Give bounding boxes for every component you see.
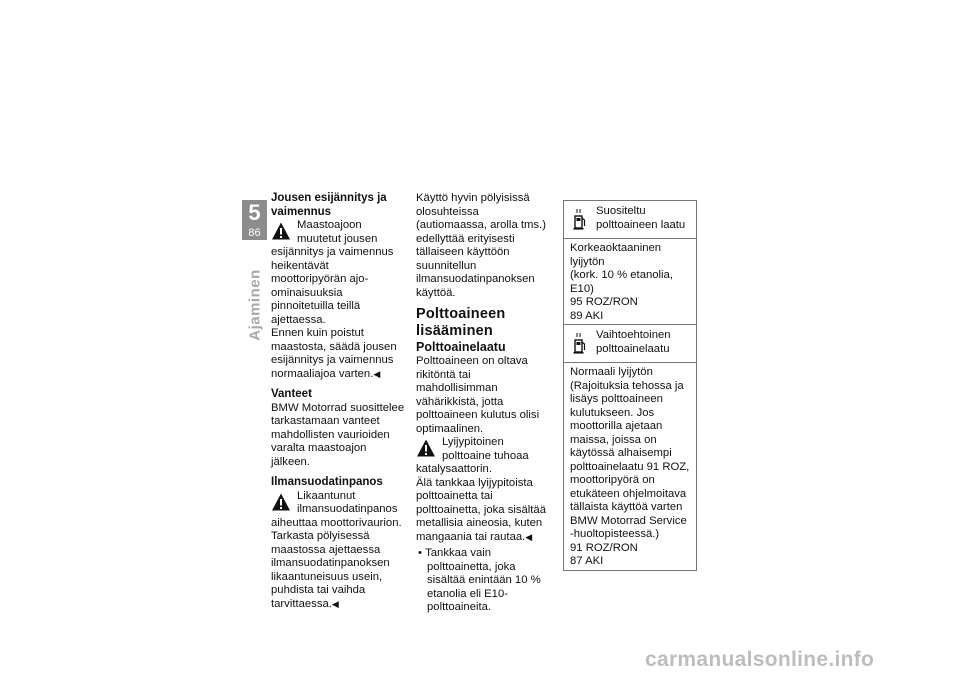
recommended-fuel-ethanol: (kork. 10 % etanolia, E10) [570,269,673,295]
alternative-fuel-body [564,363,696,570]
filter-warning-text: Likaantunut ilmansuodatinpanos aiheuttaa moottorivaurion. [271,489,402,529]
chapter-title-text: Ajaminen [246,269,264,341]
warning-icon [271,492,291,512]
wheels-text: BMW Motorrad suosittelee tarkastamaan vanteet mahdollisten vaurioiden varalta maastoajon jälkeen. [271,401,405,468]
wheels-heading: Vanteet [271,388,312,400]
lead-warning [416,436,550,477]
recommended-fuel-box [563,200,697,325]
recommended-fuel-label: Suositeltu polttoaineen laatu [596,205,686,231]
recommended-fuel-aki: 89 AKI [570,309,604,322]
spring-heading: Jousen esijännitys ja vaimennus [271,192,387,218]
quality-text: Polttoaineen on oltava rikitöntä tai mahdollisimman vähärikkistä, jotta polttoaineen kulutus olisi optimaalinen. [416,355,540,435]
filter-text: Tarkasta pölyisessä maastossa ajettaessa ilmansuodatinpanoksen likaantuneisuus usein, puhdista tai vaihda tarvittaessa.◀ [271,530,390,610]
warning-icon [416,438,436,458]
end-marker: ◀ [525,531,533,542]
refuel-heading: Polttoaineen lisääminen [416,306,506,339]
recommended-fuel-header [564,201,696,239]
bullet-item: • Tankkaa vain polttoainetta, joka sisältää enintään 10 % etanolia eli E10-polttoaineita. [418,547,541,613]
fuel-pump-icon [572,331,586,355]
spring-warning-text: Maastoajoon muutetut jousen esijännitys ja vaimennus heikentävät moottoripyörän ajo-ominaisuuksia pinnoitetuilla teillä ajettaessa. [271,219,394,326]
end-marker: ◀ [373,368,381,379]
fuel-pump-icon [572,207,586,231]
alternative-fuel-aki: 87 AKI [570,555,604,567]
filter-heading: Ilmansuodatinpanos [271,476,383,488]
column-3 [563,200,697,571]
alternative-fuel-description: Normaali lyijytön (Rajoituksia tehossa ja lisäys polttoaineen kulutukseen. Jos moottorilla ajetaan maissa, joissa on käytössä alhaisempi polttoainelaatu 91 ROZ, moottoripyörä on etukäteen ohjelmoitava tällaista käyttöä varten BMW Motorrad Service -huoltopisteessä.) [570,366,690,540]
bullet-symbol: • [418,547,422,559]
lead-text: Älä tankkaa lyijypitoista polttoainetta tai polttoainetta, joka sisältää metallisia aineosia, kuten mangaania tai rautaa.◀ [416,476,546,543]
chapter-number: 5 [248,200,261,225]
page-number: 86 [248,227,261,239]
alternative-fuel-label: Vaihtoehtoinen polttoainelaatu [596,329,671,355]
column-1 [271,192,406,611]
lead-warning-text: Lyijypitoinen polttoaine tuhoaa katalysaattorin. [416,436,529,475]
alternative-fuel-header [564,325,696,363]
watermark: carmanualsonline.info [645,648,875,671]
warning-icon [271,221,291,241]
recommended-fuel-type: Korkeaoktaaninen lyijytön [570,242,662,268]
recommended-fuel-ron: 95 ROZ/RON [570,296,638,308]
alternative-fuel-ron: 91 ROZ/RON [570,541,638,554]
column-2 [416,192,550,615]
alternative-fuel-box [563,325,697,571]
spring-text: Ennen kuin poistut maastosta, säädä jousen esijännitys ja vaimennus normaaliajoa varten.◀ [271,327,397,380]
dust-text: Käyttö hyvin pölyisissä olosuhteissa (autiomaassa, arolla tms.) edellyttää erityisesti tällaiseen käyttöön suunnitellun ilmansuodatinpanoksen käyttöä. [416,192,546,299]
filter-warning [271,490,406,531]
end-marker: ◀ [331,598,339,609]
spring-warning [271,219,406,327]
recommended-fuel-body [564,239,696,324]
quality-heading: Polttoainelaatu [416,340,506,354]
